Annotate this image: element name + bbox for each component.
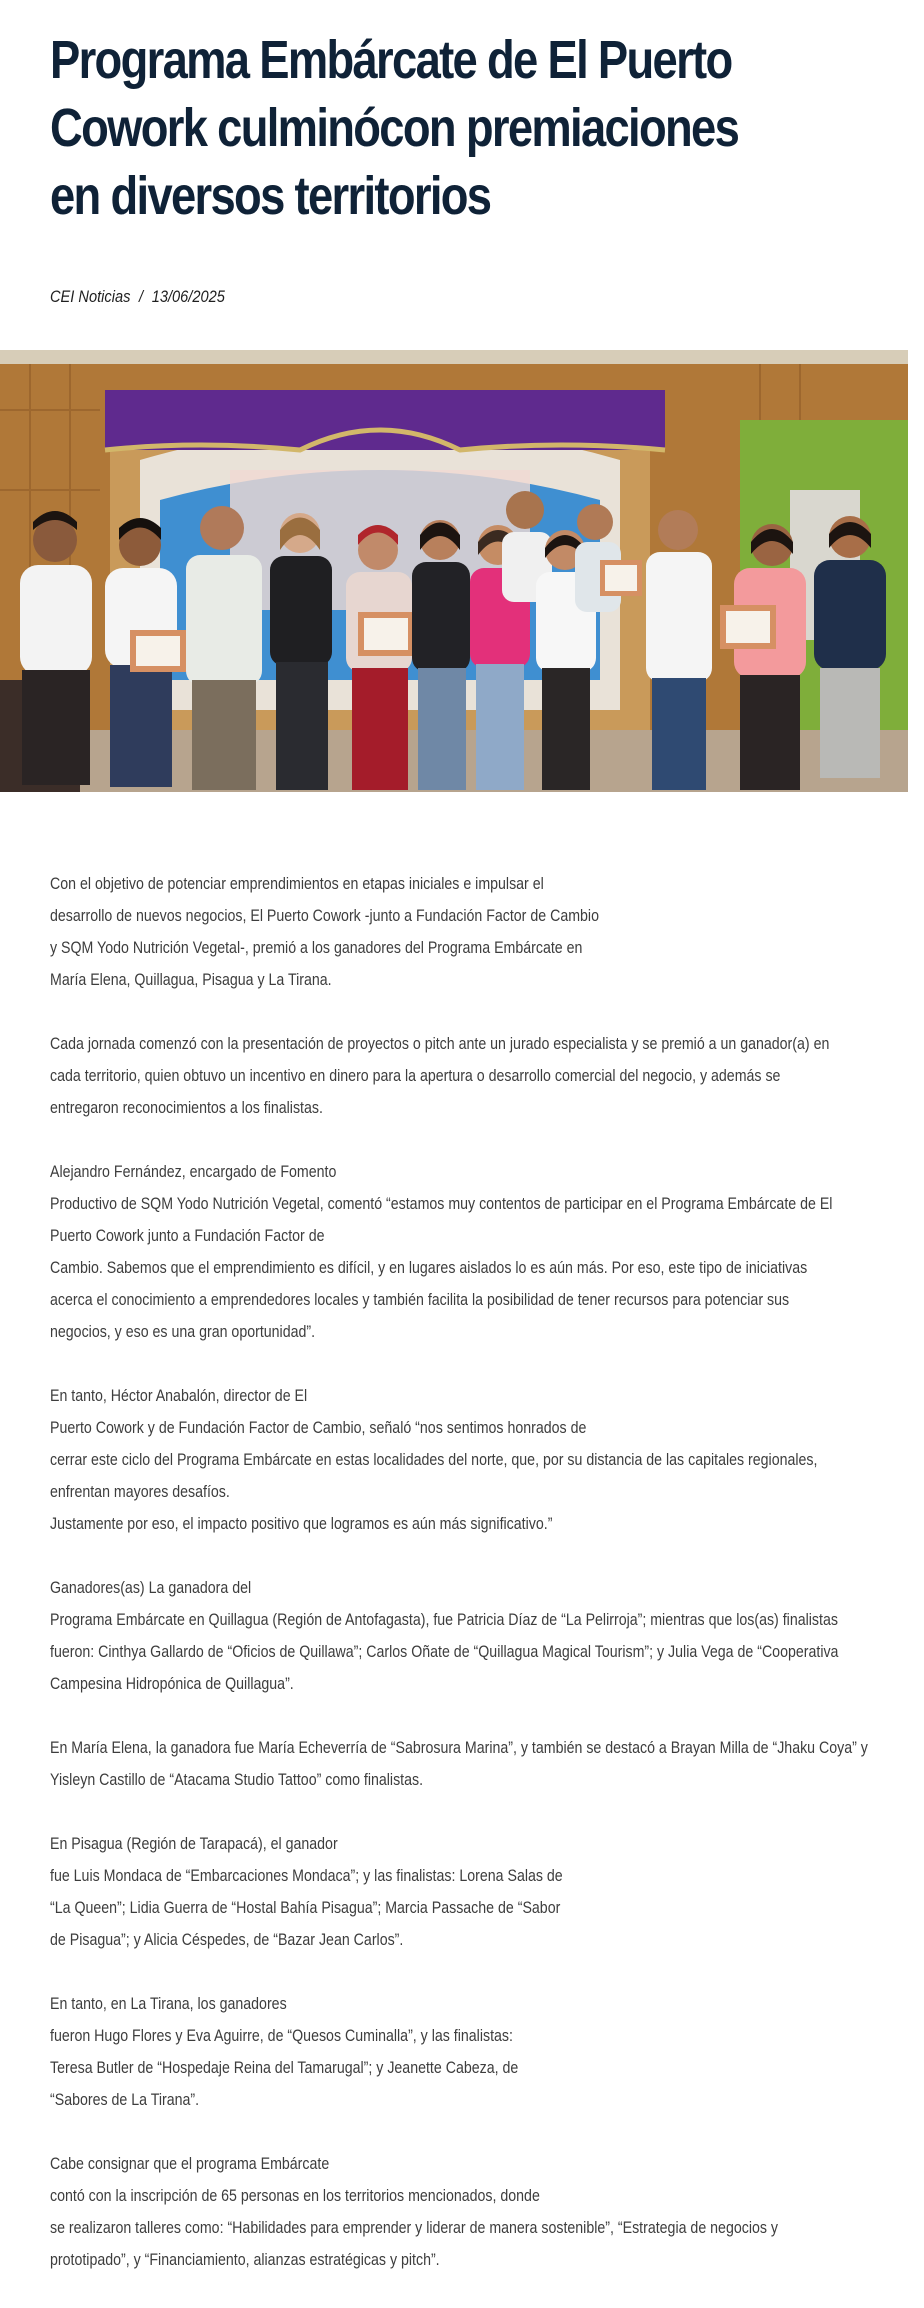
- text-line: contó con la inscripción de 65 personas en los territorios mencionados, donde: [50, 2187, 540, 2205]
- text-line: Cabe consignar que el programa Embárcate: [50, 2155, 330, 2173]
- text-line: Con el objetivo de potenciar emprendimientos en etapas iniciales e impulsar el: [50, 875, 544, 893]
- body-paragraph: [50, 1732, 868, 1796]
- body-paragraph: [50, 1156, 833, 1348]
- source-label: CEI Noticias: [50, 287, 131, 306]
- text-line: Teresa Butler de “Hospedaje Reina del Tamarugal”; y Jeanette Cabeza, de: [50, 2059, 519, 2077]
- text-line: En Pisagua (Región de Tarapacá), el ganador: [50, 1835, 338, 1853]
- body-paragraph: [50, 1572, 839, 1700]
- publish-date: 13/06/2025: [151, 287, 225, 306]
- text-line: Puerto Cowork junto a Fundación Factor de: [50, 1227, 325, 1245]
- body-paragraph: [50, 868, 790, 996]
- text-line: Puerto Cowork y de Fundación Factor de Cambio, señaló “nos sentimos honrados de: [50, 1419, 587, 1437]
- text-line: cerrar este ciclo del Programa Embárcate en estas localidades del norte, que, por su distancia de las capitales regionales,: [50, 1451, 818, 1469]
- body-paragraph: [50, 2148, 790, 2276]
- body-paragraph: [50, 1380, 818, 1540]
- text-line: enfrentan mayores desafíos.: [50, 1483, 230, 1501]
- text-line: entregaron reconocimientos a los finalistas.: [50, 1099, 323, 1117]
- text-line: En tanto, en La Tirana, los ganadores: [50, 1995, 287, 2013]
- text-line: En María Elena, la ganadora fue María Echeverría de “Sabrosura Marina”, y también se destacó a Brayan Milla de “Jhaku Coya” y: [50, 1739, 868, 1757]
- title-line: Cowork culminócon premiaciones: [50, 98, 739, 158]
- text-line: Programa Embárcate en Quillagua (Región de Antofagasta), fue Patricia Díaz de “La Pelirroja”; mientras que los(as) finalistas: [50, 1611, 838, 1629]
- text-line: Campesina Hidropónica de Quillagua”.: [50, 1675, 294, 1693]
- text-line: “La Queen”; Lidia Guerra de “Hostal Bahía Pisagua”; Marcia Passache de “Sabor: [50, 1899, 561, 1917]
- text-line: Cambio. Sabemos que el emprendimiento es difícil, y en lugares aislados lo es aún más. Por eso, este tipo de iniciativas: [50, 1259, 808, 1277]
- text-line: Alejandro Fernández, encargado de Fomento: [50, 1163, 337, 1181]
- text-line: y SQM Yodo Nutrición Vegetal-, premió a los ganadores del Programa Embárcate en: [50, 939, 583, 957]
- body-paragraph: [50, 1028, 830, 1124]
- text-line: acerca el conocimiento a emprendedores locales y también facilita la posibilidad de tener recursos para potenciar sus: [50, 1291, 790, 1309]
- text-line: de Pisagua”; y Alicia Céspedes, de “Bazar Jean Carlos”.: [50, 1931, 404, 1949]
- article-photo: [0, 350, 908, 792]
- text-line: Productivo de SQM Yodo Nutrición Vegetal, comentó “estamos muy contentos de participar en el Programa Embárcate de El: [50, 1195, 833, 1213]
- body-paragraph: [50, 1828, 790, 1956]
- article-body: [50, 868, 868, 2308]
- text-line: desarrollo de nuevos negocios, El Puerto Cowork -junto a Fundación Factor de Cambio: [50, 907, 599, 925]
- text-line: María Elena, Quillagua, Pisagua y La Tirana.: [50, 971, 332, 989]
- text-line: Yisleyn Castillo de “Atacama Studio Tattoo” como finalistas.: [50, 1771, 424, 1789]
- group-photo-illustration: [0, 350, 908, 792]
- text-line: fueron Hugo Flores y Eva Aguirre, de “Quesos Cuminalla”, y las finalistas:: [50, 2027, 513, 2045]
- text-line: En tanto, Héctor Anabalón, director de El: [50, 1387, 308, 1405]
- article-title: [50, 26, 739, 230]
- text-line: negocios, y eso es una gran oportunidad”.: [50, 1323, 316, 1341]
- byline-separator: /: [139, 287, 144, 306]
- text-line: Ganadores(as) La ganadora del: [50, 1579, 252, 1597]
- text-line: Justamente por eso, el impacto positivo que logramos es aún más significativo.”: [50, 1515, 553, 1533]
- title-line: en diversos territorios: [50, 166, 491, 226]
- text-line: prototipado”, y “Financiamiento, alianzas estratégicas y pitch”.: [50, 2251, 440, 2269]
- byline: [50, 286, 225, 308]
- text-line: fue Luis Mondaca de “Embarcaciones Mondaca”; y las finalistas: Lorena Salas de: [50, 1867, 563, 1885]
- title-line: Programa Embárcate de El Puerto: [50, 30, 732, 90]
- text-line: “Sabores de La Tirana”.: [50, 2091, 200, 2109]
- body-paragraph: [50, 1988, 790, 2116]
- text-line: se realizaron talleres como: “Habilidades para emprender y liderar de manera sostenible”, “Estrategia de negocios y: [50, 2219, 779, 2237]
- text-line: fueron: Cinthya Gallardo de “Oficios de Quillawa”; Carlos Oñate de “Quillagua Magical Tourism”; y Julia Vega de “Cooperativa: [50, 1643, 839, 1661]
- text-line: Cada jornada comenzó con la presentación de proyectos o pitch ante un jurado especialista y se premió a un ganador(a) en: [50, 1035, 830, 1053]
- text-line: cada territorio, quien obtuvo un incentivo en dinero para la apertura o desarrollo comercial del negocio, y además se: [50, 1067, 781, 1085]
